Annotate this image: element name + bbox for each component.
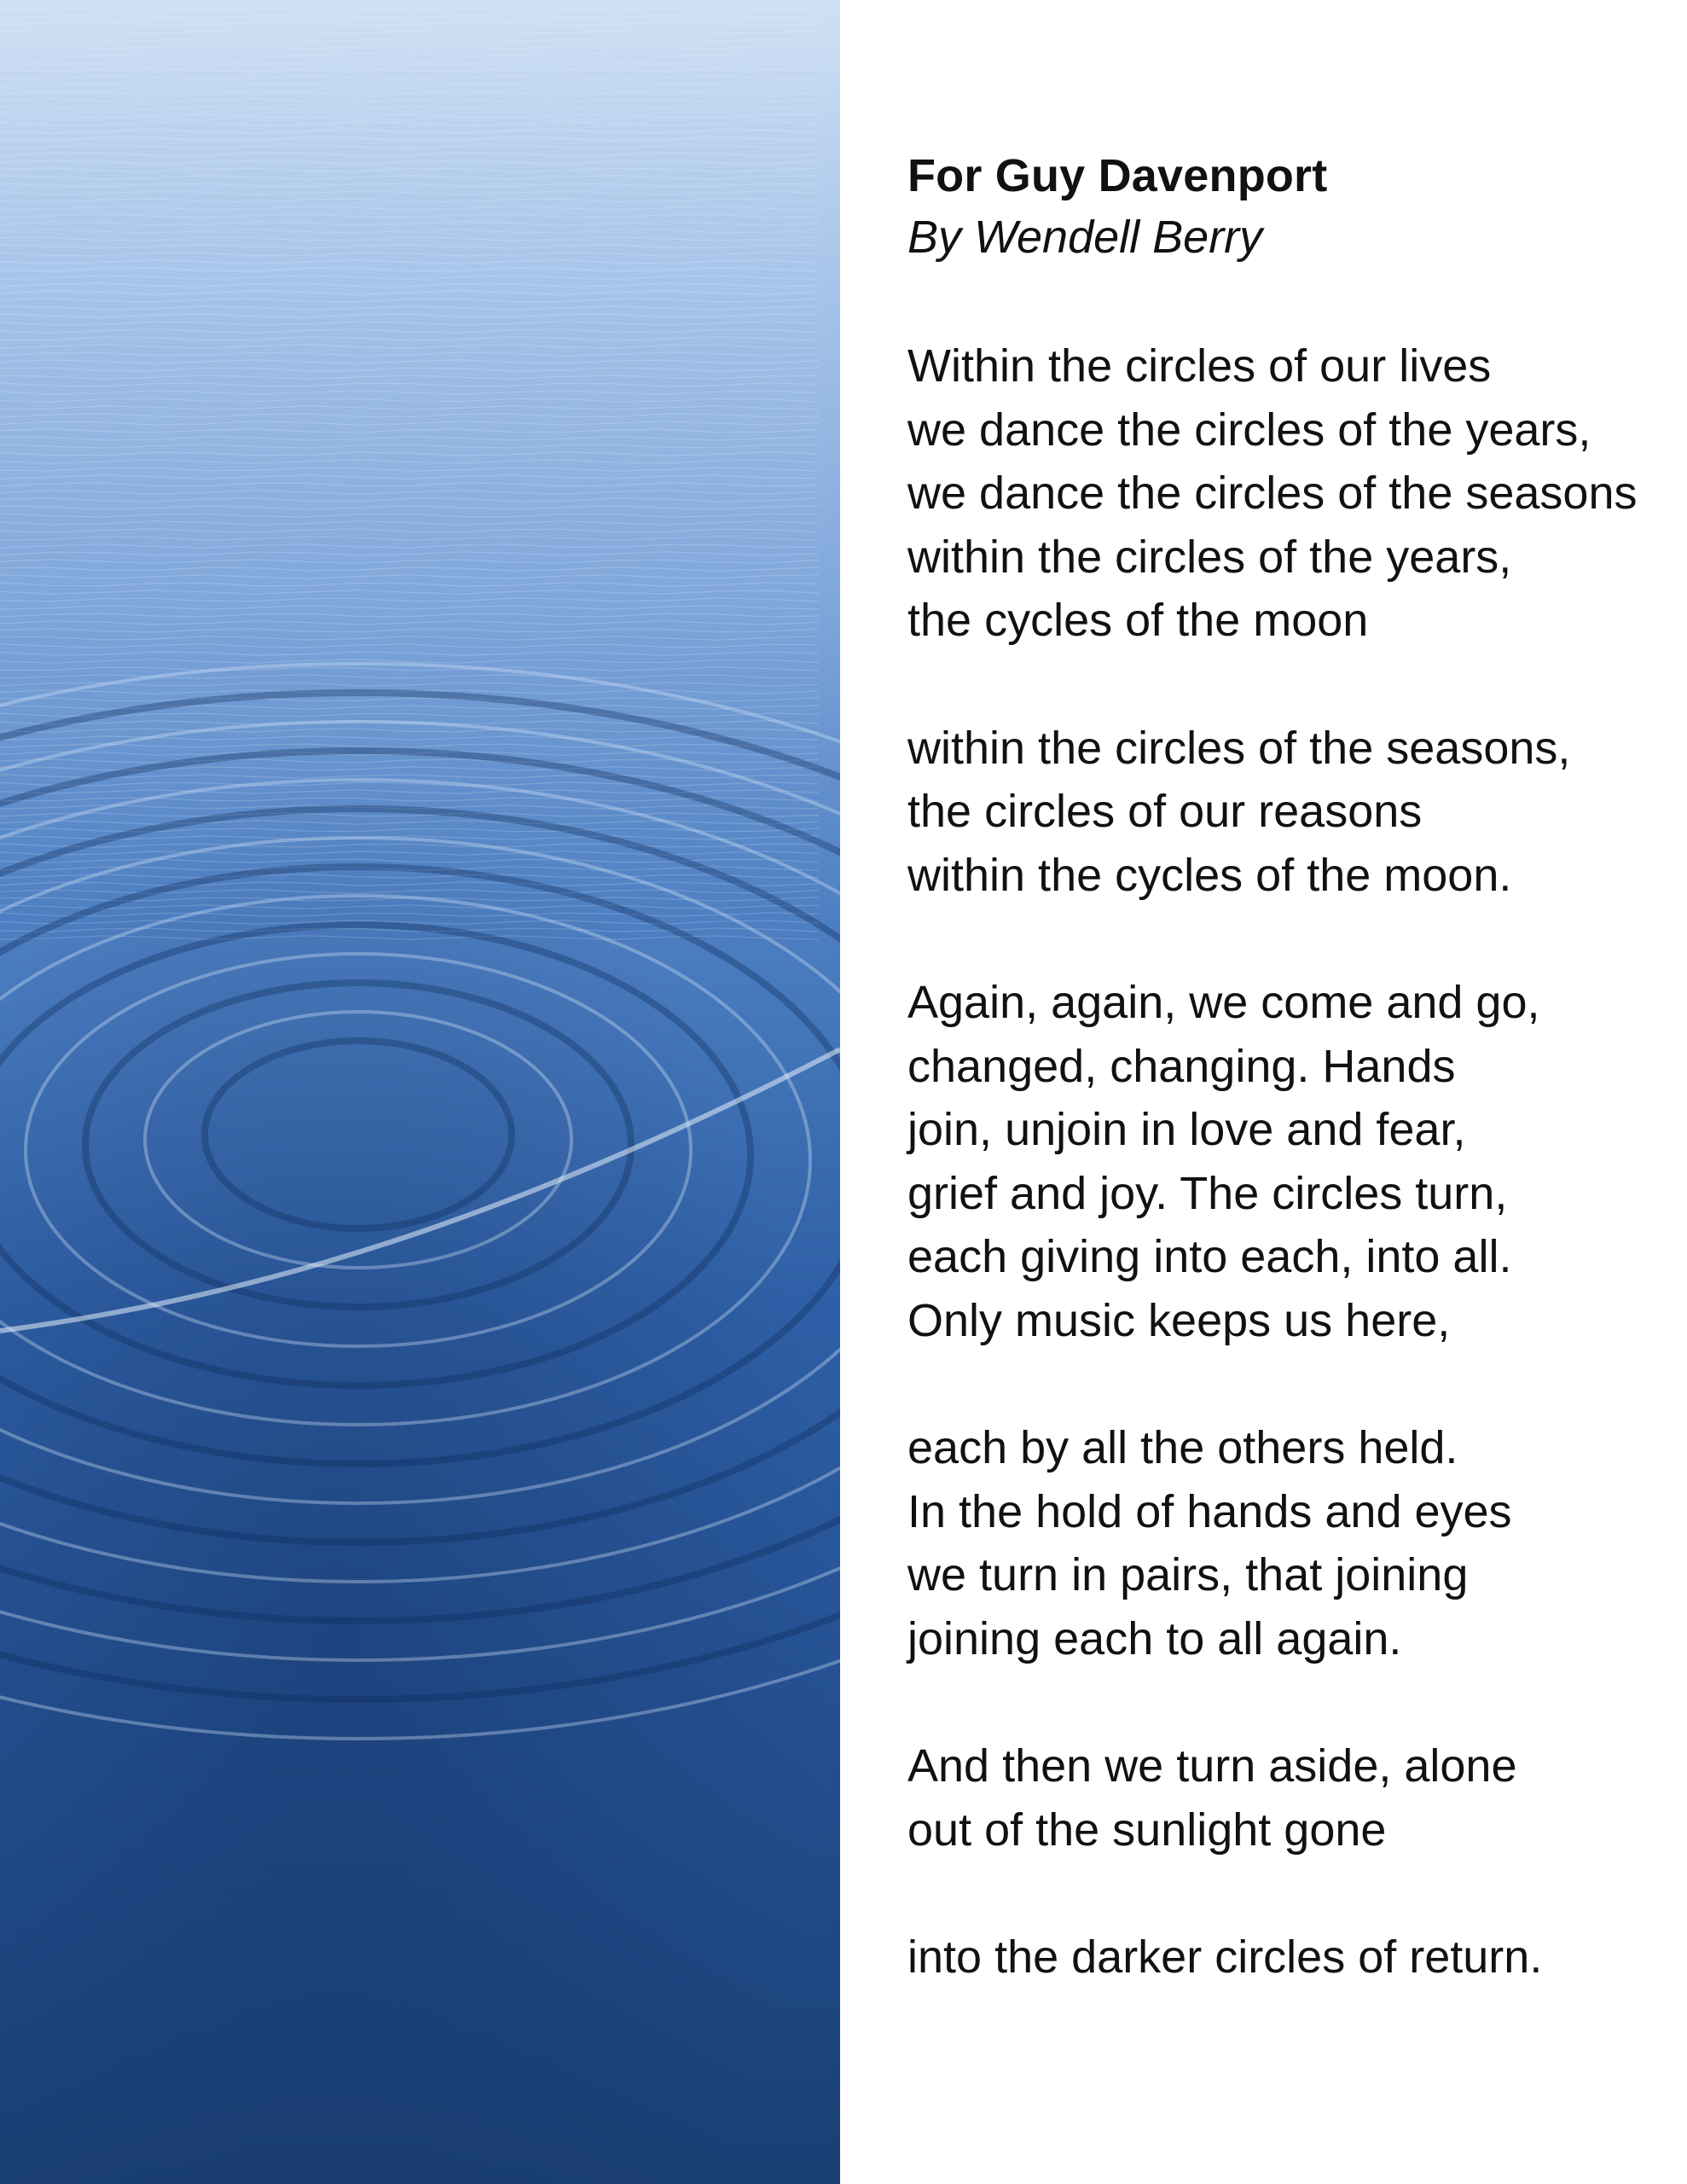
poem-line: grief and joy. The circles turn, <box>907 1167 1508 1219</box>
stanza <box>907 1416 1658 1670</box>
poem-line: within the cycles of the moon. <box>907 849 1512 901</box>
poem-line: out of the sunlight gone <box>907 1804 1387 1856</box>
poem-line: we dance the circles of the seasons <box>907 468 1638 519</box>
stanza <box>907 334 1658 653</box>
poem-line: the circles of our reasons <box>907 786 1423 837</box>
poem-line: Within the circles of our lives <box>907 340 1492 392</box>
poem-line: each by all the others held. <box>907 1422 1458 1473</box>
poem-line: we turn in pairs, that joining <box>907 1549 1469 1600</box>
poem-line: we dance the circles of the years, <box>907 404 1591 456</box>
poem-line: join, unjoin in love and fear, <box>907 1104 1466 1155</box>
poem-line: Only music keeps us here, <box>907 1294 1451 1346</box>
stanza <box>907 1926 1658 1989</box>
water-image <box>0 0 840 2184</box>
stanza <box>907 1734 1658 1862</box>
poem-line: Again, again, we come and go, <box>907 977 1540 1028</box>
poem-line: within the circles of the years, <box>907 531 1512 583</box>
stanza <box>907 717 1658 908</box>
poem-title: For Guy Davenport <box>907 150 1328 201</box>
stanza <box>907 971 1658 1352</box>
poem-column <box>907 145 1658 2053</box>
water-ripples-photo <box>0 0 840 2184</box>
poem-line: changed, changing. Hands <box>907 1040 1456 1092</box>
poem-line: within the circles of the seasons, <box>907 722 1571 774</box>
poem-line: into the darker circles of return. <box>907 1931 1543 1983</box>
poem-body <box>907 334 1658 1989</box>
poem-line: joining each to all again. <box>907 1612 1402 1664</box>
poem-author: By Wendell Berry <box>907 212 1263 263</box>
poem-line: the cycles of the moon <box>907 595 1369 646</box>
poem-line: And then we turn aside, alone <box>907 1740 1517 1792</box>
poem-line: In the hold of hands and eyes <box>907 1485 1512 1537</box>
poem-line: each giving into each, into all. <box>907 1231 1512 1282</box>
